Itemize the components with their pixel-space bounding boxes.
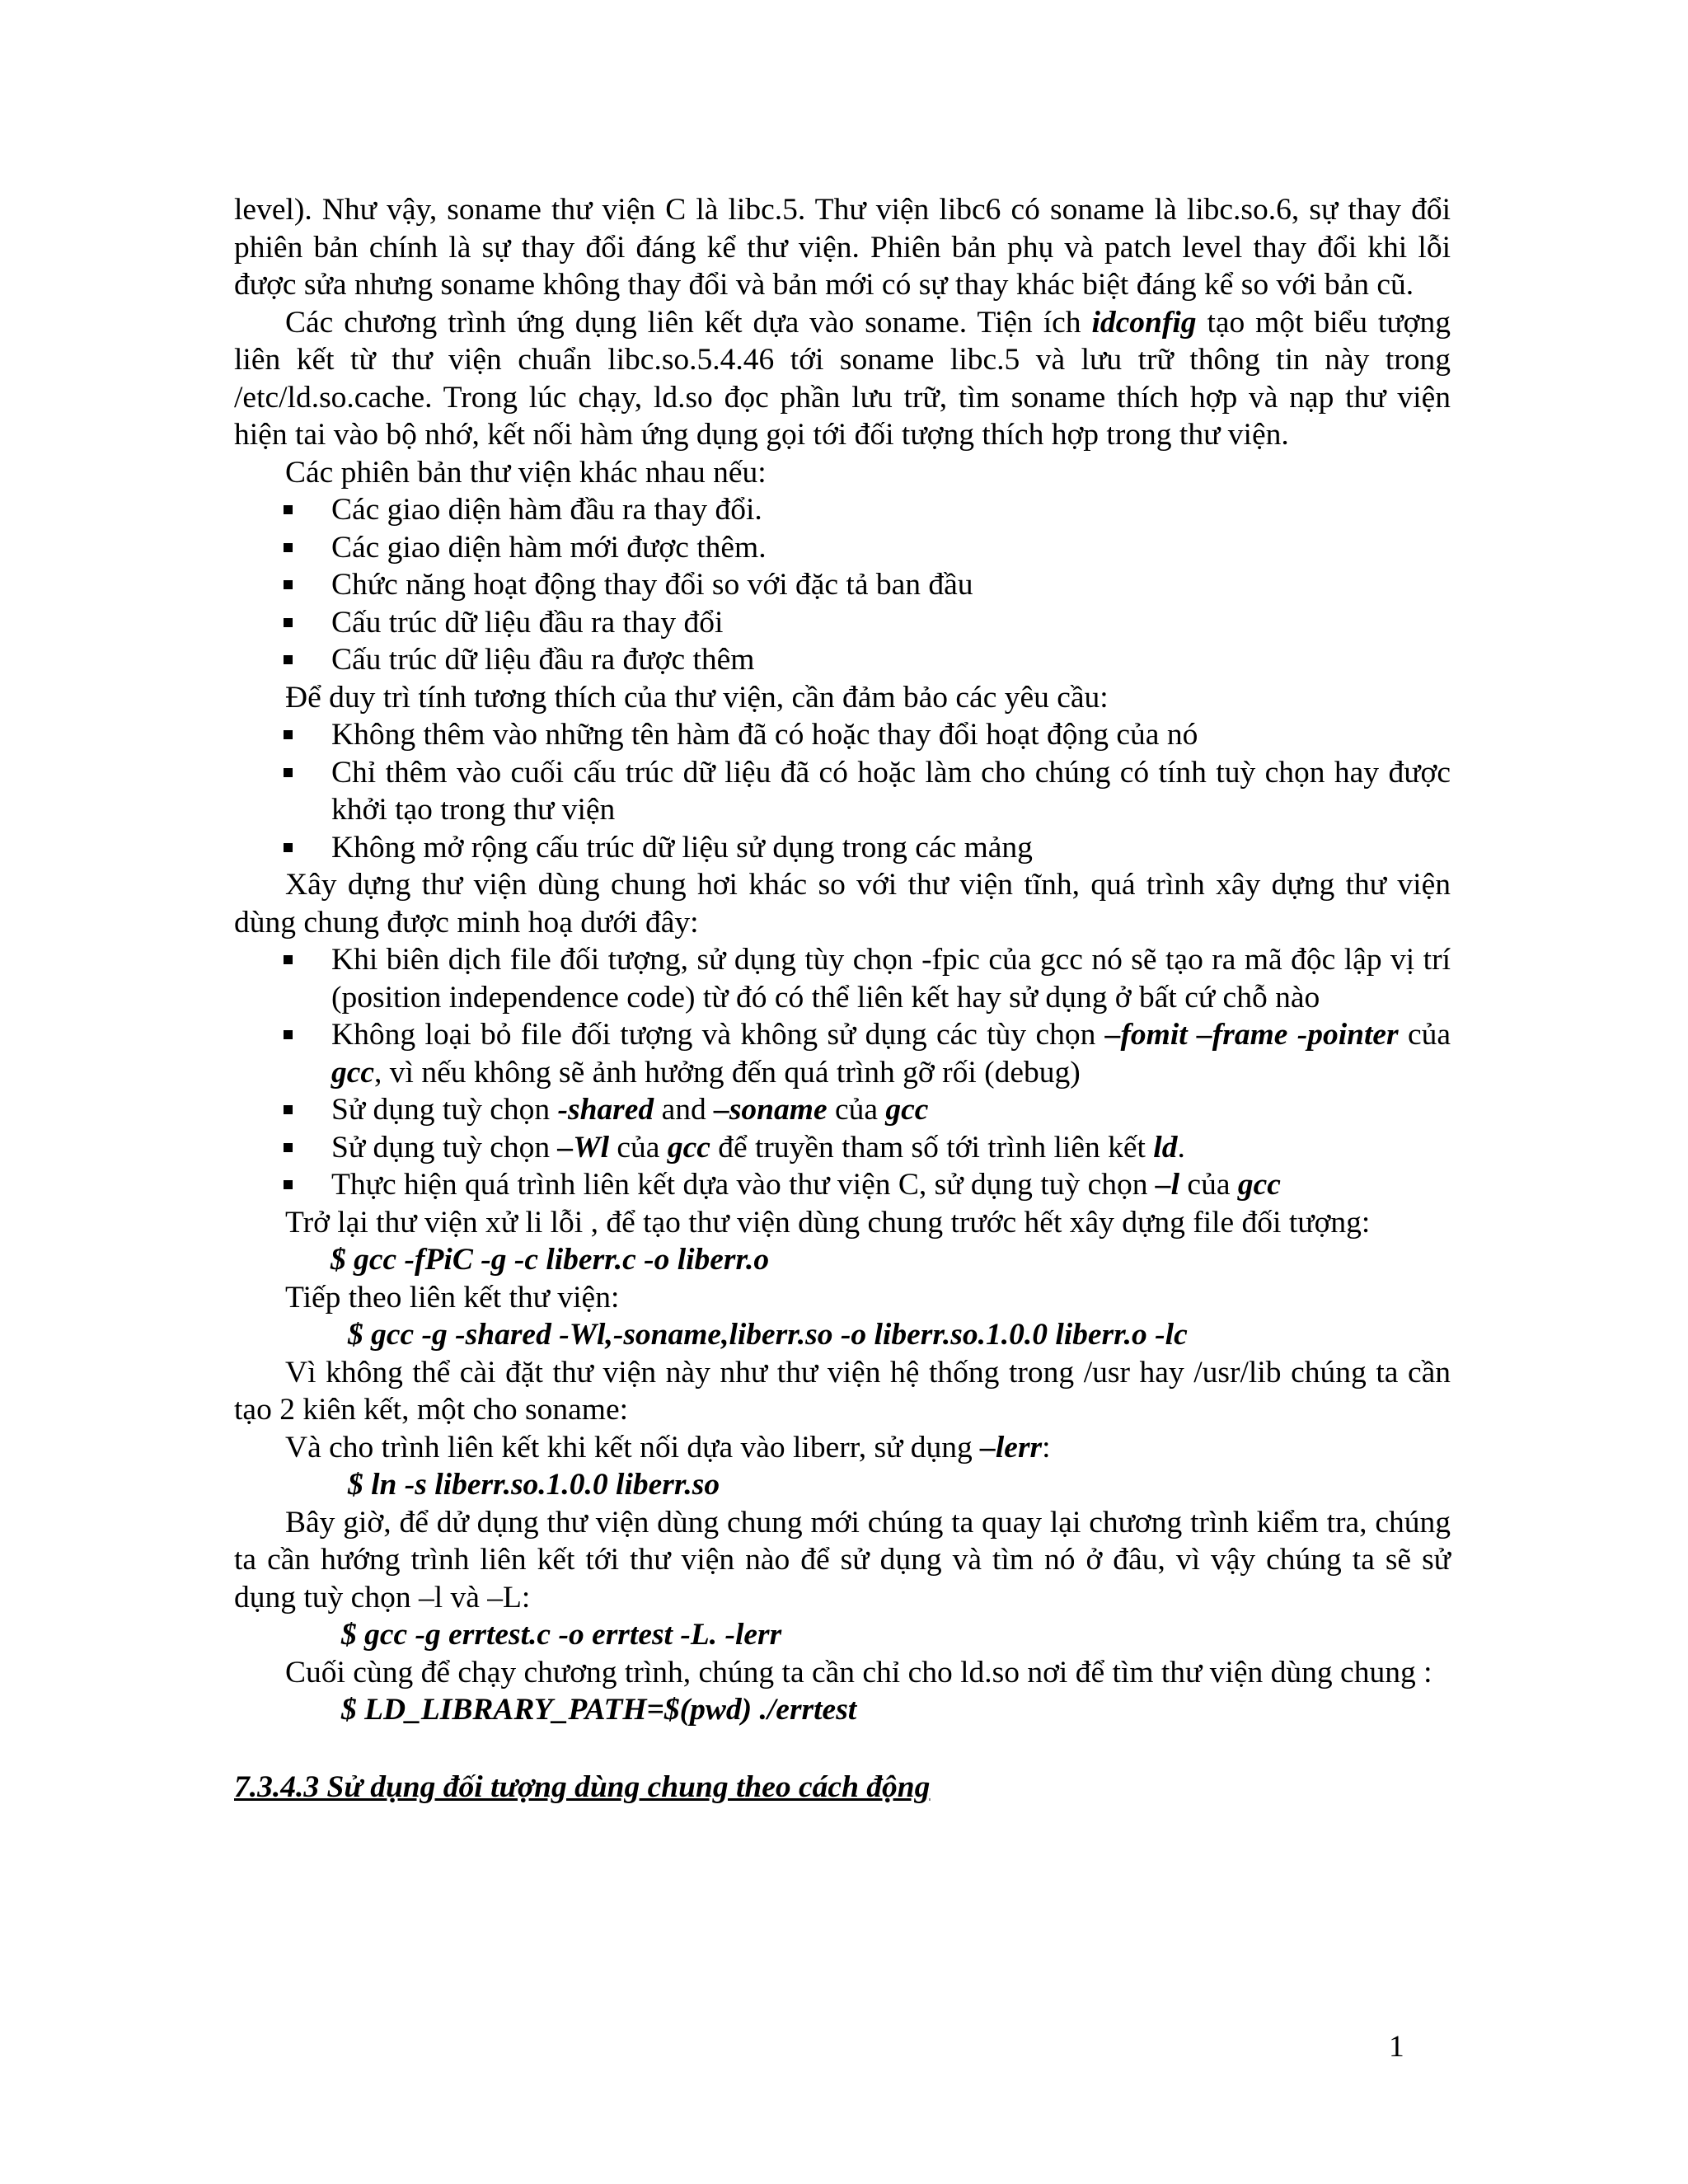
emphasis-idconfig: idconfig — [1091, 305, 1197, 340]
list-item — [234, 529, 1451, 567]
text: Không loại bỏ file đối tượng và không sử dụng các tùy chọn — [331, 1018, 1105, 1052]
text: của — [827, 1093, 886, 1127]
emphasis-option: –soname — [714, 1093, 828, 1127]
text: Và cho trình liên kết khi kết nối dựa vào liberr, sử dụng — [285, 1430, 981, 1465]
list-item-text: Không mở rộng cấu trúc dữ liệu sử dụng trong các mảng — [331, 830, 1033, 865]
bullet-icon — [284, 1180, 293, 1189]
text: : — [1042, 1430, 1051, 1465]
list-item — [234, 941, 1451, 1016]
command-build-test: $ gcc -g errtest.c -o errtest -L. -lerr — [341, 1618, 782, 1652]
text: của — [1398, 1018, 1451, 1052]
bullet-icon — [284, 1105, 293, 1114]
paragraph-lerr — [234, 1429, 1451, 1467]
bullet-icon — [284, 543, 293, 552]
list-item-text: Cấu trúc dữ liệu đầu ra thay đổi — [331, 605, 724, 640]
emphasis-gcc: gcc — [1237, 1168, 1281, 1202]
emphasis-ld: ld — [1153, 1130, 1178, 1165]
command-shared-link: $ gcc -g -shared -Wl,-soname,liberr.so -o liberr.so.1.0.0 liberr.o -lc — [348, 1318, 1188, 1352]
emphasis-option: –Wl — [557, 1130, 610, 1165]
list-item-text: Chức năng hoạt động thay đổi so với đặc tả ban đầu — [331, 568, 973, 602]
bullet-icon — [284, 618, 293, 627]
paragraph-build-shared: Xây dựng thư viện dùng chung hơi khác so với thư viện tĩnh, quá trình xây dựng thư viện dùng chung được minh hoạ dưới đây: — [234, 868, 1451, 940]
text: Sử dụng tuỳ chọn — [331, 1130, 558, 1165]
document-body — [234, 191, 1451, 1806]
paragraph-soname-intro: level). Như vậy, soname thư viện C là libc.5. Thư viện libc6 có soname là libc.so.6, sự thay đổi phiên bản chính là sự thay đổi đáng kể thư viện. Phiên bản phụ và patch level thay đổi khi lỗi được sửa nhưng soname không thay đổi và bản mới có sự thay khác biệt đáng kể so với bản cũ. — [234, 193, 1451, 302]
paragraph-idconfig — [234, 304, 1451, 454]
paragraph-error-lib: Trở lại thư viện xử li lỗi , để tạo thư viện dùng chung trước hết xây dựng file đối tượng: — [285, 1205, 1371, 1240]
text: . — [1177, 1130, 1185, 1165]
text: của — [609, 1130, 668, 1165]
bullet-icon — [284, 1030, 293, 1039]
bullet-icon — [284, 730, 293, 739]
bullet-list-build-steps — [234, 941, 1451, 1204]
list-item-text: Chỉ thêm vào cuối cấu trúc dữ liệu đã có hoặc làm cho chúng có tính tuỳ chọn hay được khởi tạo trong thư viện — [331, 755, 1451, 827]
bullet-icon — [284, 655, 293, 664]
text: and — [654, 1093, 715, 1127]
text: tạo một biểu tượng liên kết từ thư viện chuẩn libc.so.5.4.46 tới soname libc.5 và lưu trữ thông tin này trong /etc/ld.so.cache. Trong lúc chạy, ld.so đọc phần lưu trữ, tìm soname thích hợp và nạp thư viện hiện tai vào bộ nhớ, kết nối hàm ứng dụng gọi tới đối tượng thích hợp trong thư viện. — [234, 305, 1451, 452]
paragraph-use-shared: Bây giờ, để dử dụng thư viện dùng chung mới chúng ta quay lại chương trình kiểm tra, chúng ta cần hướng trình liên kết tới thư viện nào để sử dụng và tìm nó ở đâu, vì vậy chúng ta sẽ sử dụng tuỳ chọn –l và –L: — [234, 1505, 1451, 1615]
emphasis-option: –l — [1155, 1168, 1180, 1202]
text: Thực hiện quá trình liên kết dựa vào thư viện C, sử dụng tuỳ chọn — [331, 1168, 1156, 1202]
page-number: 1 — [1389, 2030, 1404, 2064]
list-item — [234, 1016, 1451, 1091]
list-item — [234, 716, 1451, 754]
list-item-text: Cấu trúc dữ liệu đầu ra được thêm — [331, 643, 755, 677]
bullet-list-compatibility — [234, 716, 1451, 866]
paragraph-compatibility: Để duy trì tính tương thích của thư viện, cần đảm bảo các yêu cầu: — [285, 680, 1109, 715]
text: để truyền tham số tới trình liên kết — [710, 1130, 1154, 1165]
list-item — [234, 491, 1451, 529]
list-item — [234, 1129, 1451, 1167]
emphasis-option: –fomit –frame -pointer — [1104, 1018, 1399, 1052]
list-item-text: Không thêm vào những tên hàm đã có hoặc thay đổi hoạt động của nó — [331, 718, 1198, 752]
emphasis-gcc: gcc — [885, 1093, 929, 1127]
paragraph-link-lib: Tiếp theo liên kết thư viện: — [285, 1280, 620, 1315]
list-item — [234, 566, 1451, 604]
bullet-icon — [284, 768, 293, 777]
bullet-icon — [284, 1143, 293, 1152]
list-item — [234, 754, 1451, 829]
command-symlink: $ ln -s liberr.so.1.0.0 liberr.so — [348, 1468, 720, 1502]
command-run: $ LD_LIBRARY_PATH=$(pwd) ./errtest — [341, 1693, 857, 1727]
emphasis-lerr: –lerr — [980, 1430, 1043, 1465]
list-item — [234, 1091, 1451, 1129]
paragraph-versions-differ: Các phiên bản thư viện khác nhau nếu: — [285, 455, 767, 490]
list-item-text: Khi biên dịch file đối tượng, sử dụng tùy chọn -fpic của gcc nó sẽ tạo ra mã độc lập vị trí (position independence code) từ đó có thể liên kết hay sử dụng ở bất cứ chỗ nào — [331, 943, 1451, 1015]
paragraph-install-note: Vì không thể cài đặt thư viện này như thư viện hệ thống trong /usr hay /usr/lib chúng ta cần tạo 2 kiên kết, một cho soname: — [234, 1355, 1451, 1427]
emphasis-gcc: gcc — [667, 1130, 710, 1165]
bullet-icon — [284, 955, 293, 964]
text: của — [1179, 1168, 1238, 1202]
bullet-list-version-changes — [234, 491, 1451, 679]
list-item-text: Các giao diện hàm đầu ra thay đổi. — [331, 493, 762, 527]
list-item — [234, 641, 1451, 679]
section-heading: 7.3.4.3 Sử dụng đối tượng dùng chung theo cách động — [234, 1769, 931, 1804]
paragraph-run: Cuối cùng để chạy chương trình, chúng ta cần chỉ cho ld.so nơi để tìm thư viện dùng chung : — [285, 1655, 1432, 1690]
text: , vì nếu không sẽ ảnh hưởng đến quá trình gỡ rối (debug) — [374, 1055, 1081, 1090]
bullet-icon — [284, 505, 293, 514]
emphasis-gcc: gcc — [331, 1055, 375, 1090]
text: Các chương trình ứng dụng liên kết dựa vào soname. Tiện ích — [285, 305, 1092, 340]
text: Sử dụng tuỳ chọn — [331, 1093, 558, 1127]
list-item — [234, 604, 1451, 642]
bullet-icon — [284, 843, 293, 852]
bullet-icon — [284, 580, 293, 589]
command-compile: $ gcc -fPiC -g -c liberr.c -o liberr.o — [331, 1243, 770, 1277]
emphasis-option: -shared — [557, 1093, 654, 1127]
list-item-text: Các giao diện hàm mới được thêm. — [331, 530, 767, 565]
list-item — [234, 1166, 1451, 1204]
list-item — [234, 829, 1451, 867]
